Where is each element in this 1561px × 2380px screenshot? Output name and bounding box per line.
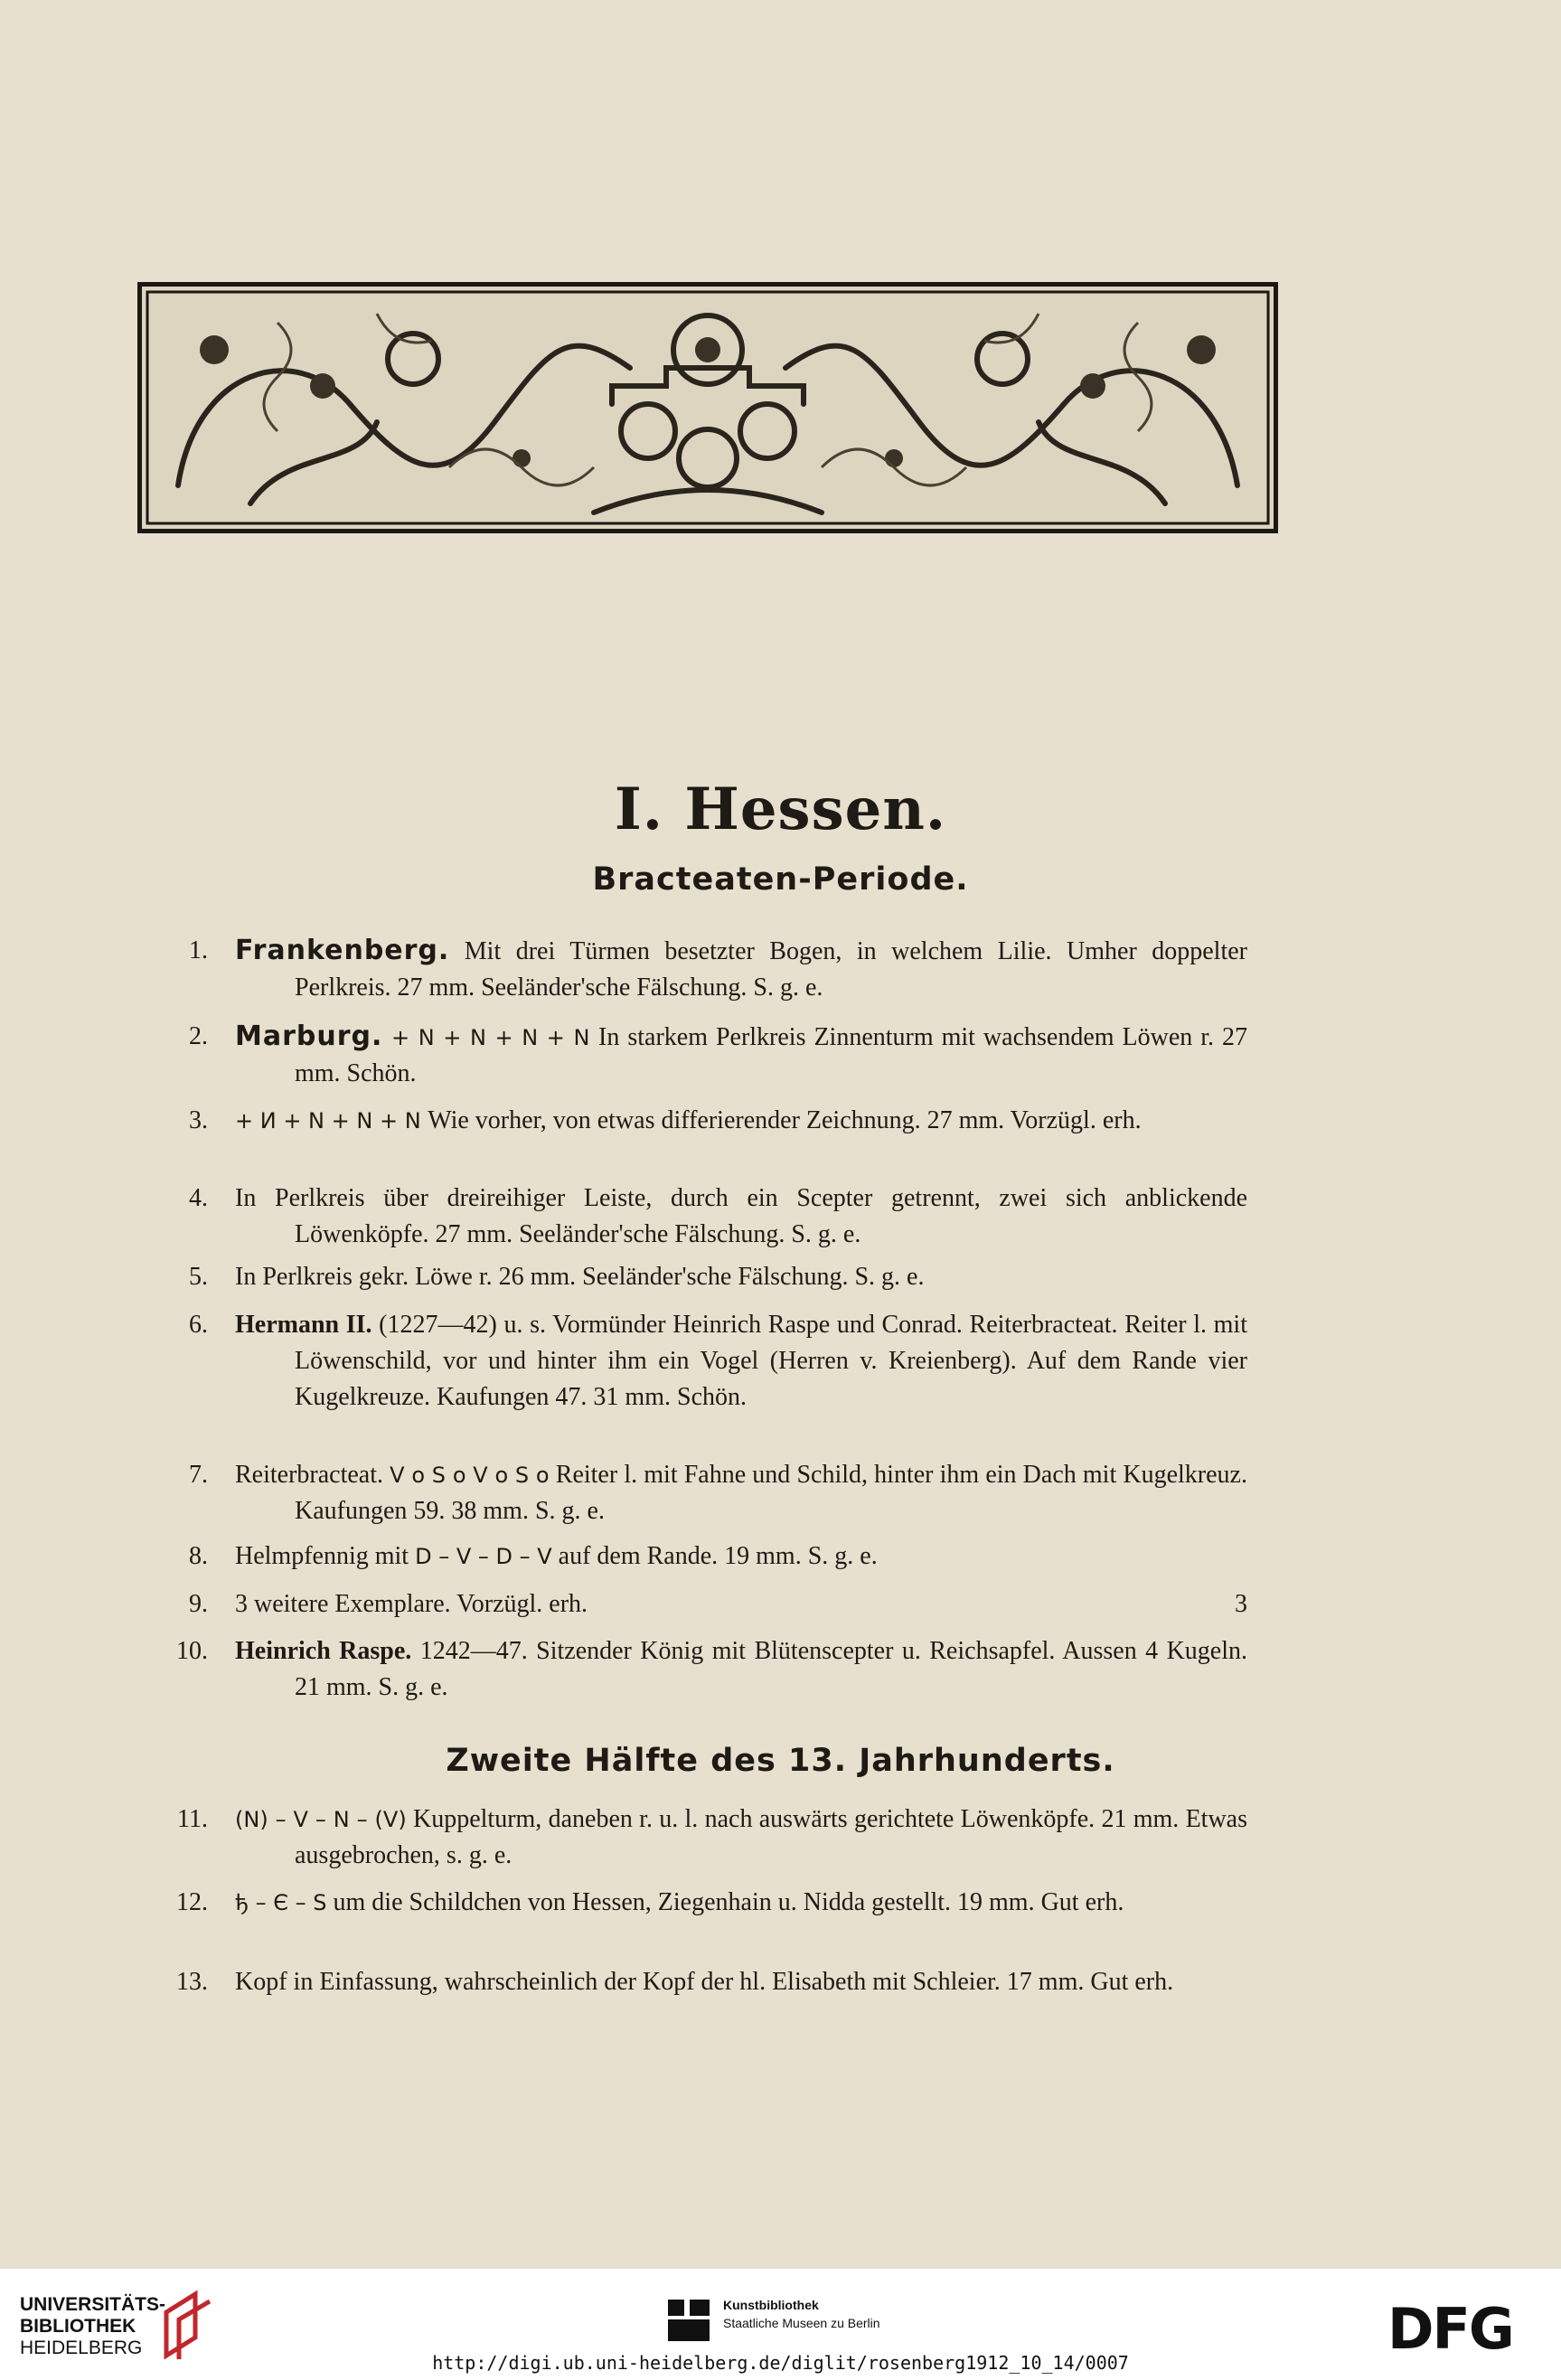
entry-text-cont: auf dem Rande. 19 mm. S. g. e. xyxy=(551,1542,878,1570)
ornamental-header-border xyxy=(137,282,1278,533)
chapter-title: I. Hessen. xyxy=(614,776,947,843)
entry-text: 1242—47. Sitzender König mit Blütenscepter u. Reichsapfel. Aussen 4 Kugeln. 21 mm. S. g. e. xyxy=(295,1637,1248,1701)
kb-line1: Kunstbibliothek xyxy=(723,2298,819,2312)
entry-7 xyxy=(172,1457,1247,1529)
entry-number: 4. xyxy=(189,1184,208,1212)
entry-13 xyxy=(172,1964,1247,2000)
entry-number: 7. xyxy=(189,1461,208,1489)
kunstbibliothek-label[interactable] xyxy=(723,2296,880,2332)
entry-6 xyxy=(172,1307,1247,1416)
entry-number: 9. xyxy=(189,1590,208,1618)
entry-text: Kuppelturm, daneben r. u. l. nach auswärts gerichtete Löwenköpfe. 21 mm. Etwas ausgebrochen, s. g. e. xyxy=(295,1805,1248,1869)
entry-text: In Perlkreis gekr. Löwe r. 26 mm. Seeländer'sche Fälschung. S. g. e. xyxy=(235,1263,925,1291)
lot-count: 3 xyxy=(1235,1590,1247,1618)
entry-number: 5. xyxy=(189,1263,208,1291)
entry-1 xyxy=(172,933,1247,1006)
entry-text: Wie vorher, von etwas differierender Zeichnung. 27 mm. Vorzügl. erh. xyxy=(428,1106,1142,1134)
coin-legend: V o S o V o S o xyxy=(390,1463,550,1488)
entry-name: Heinrich Raspe. xyxy=(235,1637,412,1665)
ornament-scrollwork-icon xyxy=(142,287,1274,529)
entry-5 xyxy=(172,1259,1247,1295)
coin-legend: + И + N + N + N xyxy=(235,1108,428,1134)
kunstbibliothek-logo-icon xyxy=(666,2298,711,2343)
permalink-url[interactable]: http://digi.ub.uni-heidelberg.de/diglit/rosenberg1912_10_14/0007 xyxy=(432,2352,1129,2374)
uni-logo-line1: UNIVERSITÄTS- xyxy=(20,2294,166,2315)
entry-number: 1. xyxy=(189,936,208,964)
entry-text: um die Schildchen von Hessen, Ziegenhain u. Nidda gestellt. 19 mm. Gut erh. xyxy=(326,1888,1124,1916)
entry-4 xyxy=(172,1181,1247,1253)
entry-number: 12. xyxy=(176,1888,208,1916)
entry-number: 2. xyxy=(189,1022,208,1050)
digitization-footer xyxy=(0,2269,1561,2380)
university-library-logo[interactable] xyxy=(20,2294,165,2359)
entry-text: In Perlkreis über dreireihiger Leiste, durch ein Scepter getrennt, zwei sich anblickende Löwenköpfe. 27 mm. Seeländer'sche Fälschung. S. g. e. xyxy=(235,1184,1247,1248)
entry-name: Hermann II. xyxy=(235,1311,372,1339)
kb-line2: Staatliche Museen zu Berlin xyxy=(723,2316,880,2330)
uni-logo-line2: BIBLIOTHEK xyxy=(20,2316,136,2337)
entry-text: In starkem Perlkreis Zinnenturm mit wachsendem Löwen r. 27 mm. Schön. xyxy=(295,1023,1247,1087)
entry-text: Helmpfennig mit xyxy=(235,1542,416,1570)
entry-name: Marburg. xyxy=(235,1021,383,1052)
entry-2 xyxy=(172,1019,1247,1092)
dfg-logo[interactable]: DFG xyxy=(1387,2296,1513,2362)
coin-legend: + N + N + N + N xyxy=(382,1025,599,1050)
entry-number: 3. xyxy=(189,1106,208,1134)
coin-legend: D – V – D – V xyxy=(415,1544,552,1569)
entry-text-cont: Reiter l. mit Fahne und Schild, hinter ihm ein Dach mit Kugelkreuz. Kaufungen 59. 38 mm. S. g. e. xyxy=(295,1461,1247,1525)
entry-text: 3 weitere Exemplare. Vorzügl. erh. xyxy=(235,1590,588,1618)
coin-legend: (N) – V – N – (V) xyxy=(235,1807,407,1832)
entry-10 xyxy=(172,1633,1247,1706)
entry-text: Kopf in Einfassung, wahrscheinlich der Kopf der hl. Elisabeth mit Schleier. 17 mm. Gut erh. xyxy=(235,1968,1174,1996)
entry-text: (1227—42) u. s. Vormünder Heinrich Raspe und Conrad. Reiterbracteat. Reiter l. mit Löwenschild, vor und hinter ihm ein Vogel (Herren v. Kreienberg). Auf dem Rande vier Kugelkreuze. Kaufungen 47. 31 mm. Schön. xyxy=(295,1311,1247,1411)
entry-3 xyxy=(172,1103,1247,1139)
entry-9 xyxy=(172,1586,1247,1623)
heidelberg-mark-icon xyxy=(161,2289,215,2361)
entry-11 xyxy=(172,1801,1247,1874)
entry-number: 11. xyxy=(177,1805,208,1833)
uni-logo-line3: HEIDELBERG xyxy=(20,2338,143,2358)
section-heading-13th-century: Zweite Hälfte des 13. Jahrhunderts. xyxy=(446,1743,1115,1779)
entry-number: 13. xyxy=(176,1968,208,1996)
section-heading-bracteaten: Bracteaten-Periode. xyxy=(592,861,969,898)
entry-8 xyxy=(172,1538,1247,1575)
entry-number: 10. xyxy=(176,1637,208,1665)
entry-text: Reiterbracteat. xyxy=(235,1461,390,1489)
entry-number: 8. xyxy=(189,1542,208,1570)
coin-legend: ђ – Є – S xyxy=(235,1890,327,1915)
entry-number: 6. xyxy=(189,1311,208,1339)
entry-text: Mit drei Türmen besetzter Bogen, in welchem Lilie. Umher doppelter Perlkreis. 27 mm. Seeländer'sche Fälschung. S. g. e. xyxy=(295,937,1247,1002)
entry-12 xyxy=(172,1885,1247,1921)
entry-name: Frankenberg. xyxy=(235,935,450,966)
